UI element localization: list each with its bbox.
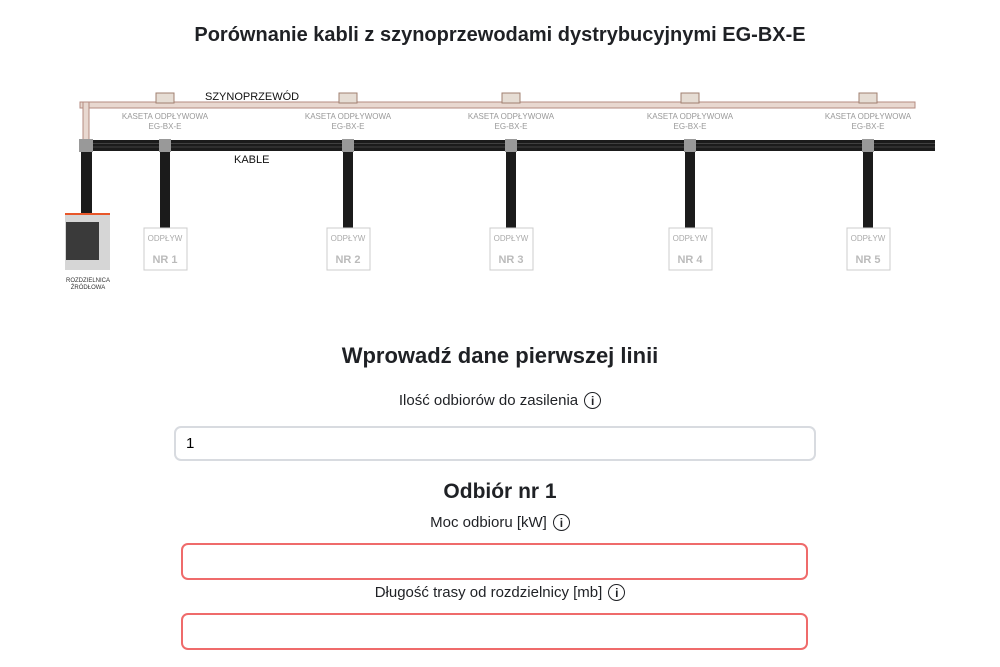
outlet-label: ODPŁYW xyxy=(330,234,366,243)
power-label: Moc odbioru [kW] xyxy=(430,514,547,531)
outlet-cassette xyxy=(825,93,912,131)
power-label-row xyxy=(0,514,1000,531)
source-label-1: ROZDZIELNICA xyxy=(65,278,111,284)
cassette-model: EG-BX-E xyxy=(851,122,885,131)
cassette-label: KASETA ODPŁYWOWA xyxy=(304,112,392,121)
busbar-vs-cables-diagram xyxy=(0,80,1000,295)
outlet-label: ODPŁYW xyxy=(493,234,529,243)
cassette-label: KASETA ODPŁYWOWA xyxy=(121,112,209,121)
info-icon[interactable]: i xyxy=(584,392,601,409)
source-switchboard xyxy=(65,213,110,270)
source-label-2: ŹRÓDŁOWA xyxy=(70,285,106,291)
outlet-cassette xyxy=(122,93,209,131)
outlet-number: NR 1 xyxy=(152,254,178,266)
receiver-count-input[interactable] xyxy=(174,426,816,461)
outlet-label: ODPŁYW xyxy=(147,234,183,243)
busbar-label: SZYNOPRZEWÓD xyxy=(205,91,300,103)
page-title: Porównanie kabli z szynoprzewodami dystrybucyjnymi EG-BX-E xyxy=(194,24,806,46)
outlet-label: ODPŁYW xyxy=(850,234,886,243)
cassette-model: EG-BX-E xyxy=(494,122,528,131)
outlet-cassette xyxy=(305,93,392,131)
outlet-number: NR 2 xyxy=(335,254,361,266)
receiver-heading: Odbiór nr 1 xyxy=(443,480,557,503)
outlet-number: NR 3 xyxy=(498,254,524,266)
outlet-2 xyxy=(327,139,370,270)
cables-label: KABLE xyxy=(234,154,270,166)
length-label: Długość trasy od rozdzielnicy [mb] xyxy=(374,584,603,601)
cassette-label: KASETA ODPŁYWOWA xyxy=(646,112,734,121)
outlet-number: NR 4 xyxy=(677,254,703,266)
count-label: Ilość odbiorów do zasilenia xyxy=(398,392,579,409)
outlet-label: ODPŁYW xyxy=(672,234,708,243)
cassette-label: KASETA ODPŁYWOWA xyxy=(467,112,555,121)
outlet-4 xyxy=(669,139,712,270)
form-heading: Wprowadź dane pierwszej linii xyxy=(341,343,659,368)
cassette-model: EG-BX-E xyxy=(148,122,182,131)
length-input[interactable] xyxy=(181,613,808,650)
outlet-cassette xyxy=(468,93,555,131)
info-icon[interactable]: i xyxy=(553,514,570,531)
cassette-label: KASETA ODPŁYWOWA xyxy=(824,112,912,121)
length-label-row xyxy=(0,584,1000,601)
count-label-row xyxy=(0,392,1000,409)
power-input[interactable] xyxy=(181,543,808,580)
cassette-model: EG-BX-E xyxy=(673,122,707,131)
info-icon[interactable]: i xyxy=(608,584,625,601)
outlet-number: NR 5 xyxy=(855,254,881,266)
cassette-model: EG-BX-E xyxy=(331,122,365,131)
outlet-5 xyxy=(847,139,890,270)
outlet-1 xyxy=(144,139,187,270)
outlet-3 xyxy=(490,139,533,270)
outlet-cassette xyxy=(647,93,734,131)
